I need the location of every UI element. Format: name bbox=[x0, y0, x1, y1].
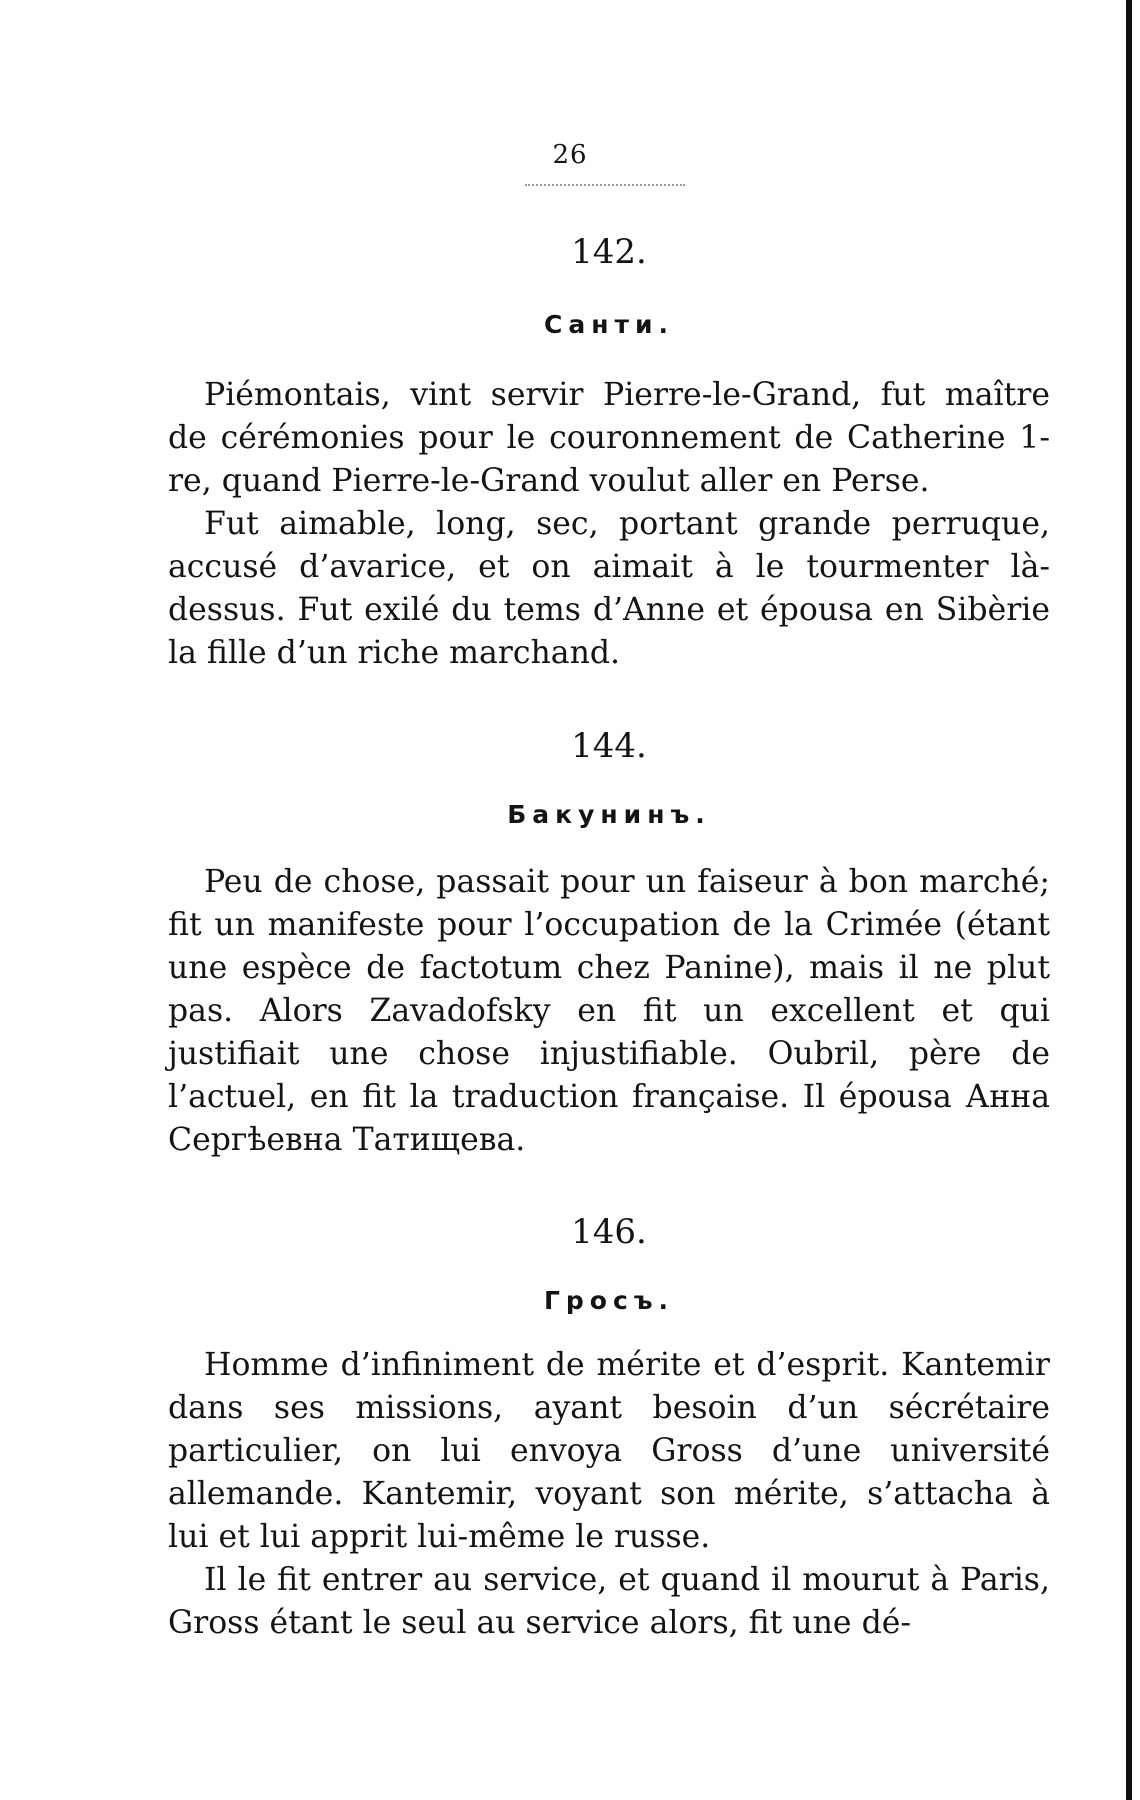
entry-142-name-block bbox=[168, 310, 1050, 339]
entry-name: Бакунинъ. bbox=[507, 800, 711, 829]
paragraph: Fut aimable, long, sec, portant grande perruque, accusé d’avarice, et on aimait à le tourmenter là-dessus. Fut exilé du tems d’Anne et épousa en Sibèrie la fille d’un riche marchand. bbox=[168, 506, 1050, 671]
entry-name: Санти. bbox=[544, 310, 674, 339]
paragraph: Peu de chose, passait pour un faiseur à bon marché; fit un manifeste pour l’occupation de la Crimée (étant une espèce de factotum chez Panine), mais il ne plut pas. Alors Zavadofsky en fit un excellent et qui justifiait une chose injustifiable. Oubril, père de l’actuel, en fit la traduction française. Il épousa Анна Сергѣевна Татищева. bbox=[168, 864, 1050, 1158]
entry-142-heading bbox=[168, 232, 1050, 272]
paragraph: Il le fit entrer au service, et quand il mourut à Paris, Gross étant le seul au service alors, fit une dé- bbox=[168, 1562, 1050, 1641]
paragraph: Piémontais, vint servir Pierre-le-Grand, fut maître de cérémonies pour le couronnement de Catherine 1-re, quand Pierre-le-Grand voulut aller en Perse. bbox=[168, 377, 1050, 499]
entry-number: 144. bbox=[571, 726, 647, 766]
paragraph: Homme d’infiniment de mérite et d’esprit. Kantemir dans ses missions, ayant besoin d’un sécrétaire particulier, on lui envoya Gross d’une université allemande. Kantemir, voyant son mérite, s’attacha à lui et lui apprit lui-même le russe. bbox=[168, 1347, 1050, 1555]
page-edge bbox=[1126, 0, 1132, 1800]
entry-146-name-block bbox=[168, 1286, 1050, 1315]
entry-144-name-block bbox=[168, 800, 1050, 829]
entry-146-heading bbox=[168, 1212, 1050, 1252]
entry-144-body bbox=[168, 861, 1050, 1162]
entry-number: 142. bbox=[571, 232, 647, 272]
entry-number: 146. bbox=[571, 1212, 647, 1252]
entry-144-heading bbox=[168, 726, 1050, 766]
entry-name: Гросъ. bbox=[543, 1286, 675, 1315]
header-rule bbox=[525, 184, 685, 186]
entry-142-body bbox=[168, 374, 1050, 675]
page-number: 26 bbox=[552, 140, 588, 170]
entry-146-body bbox=[168, 1344, 1050, 1645]
